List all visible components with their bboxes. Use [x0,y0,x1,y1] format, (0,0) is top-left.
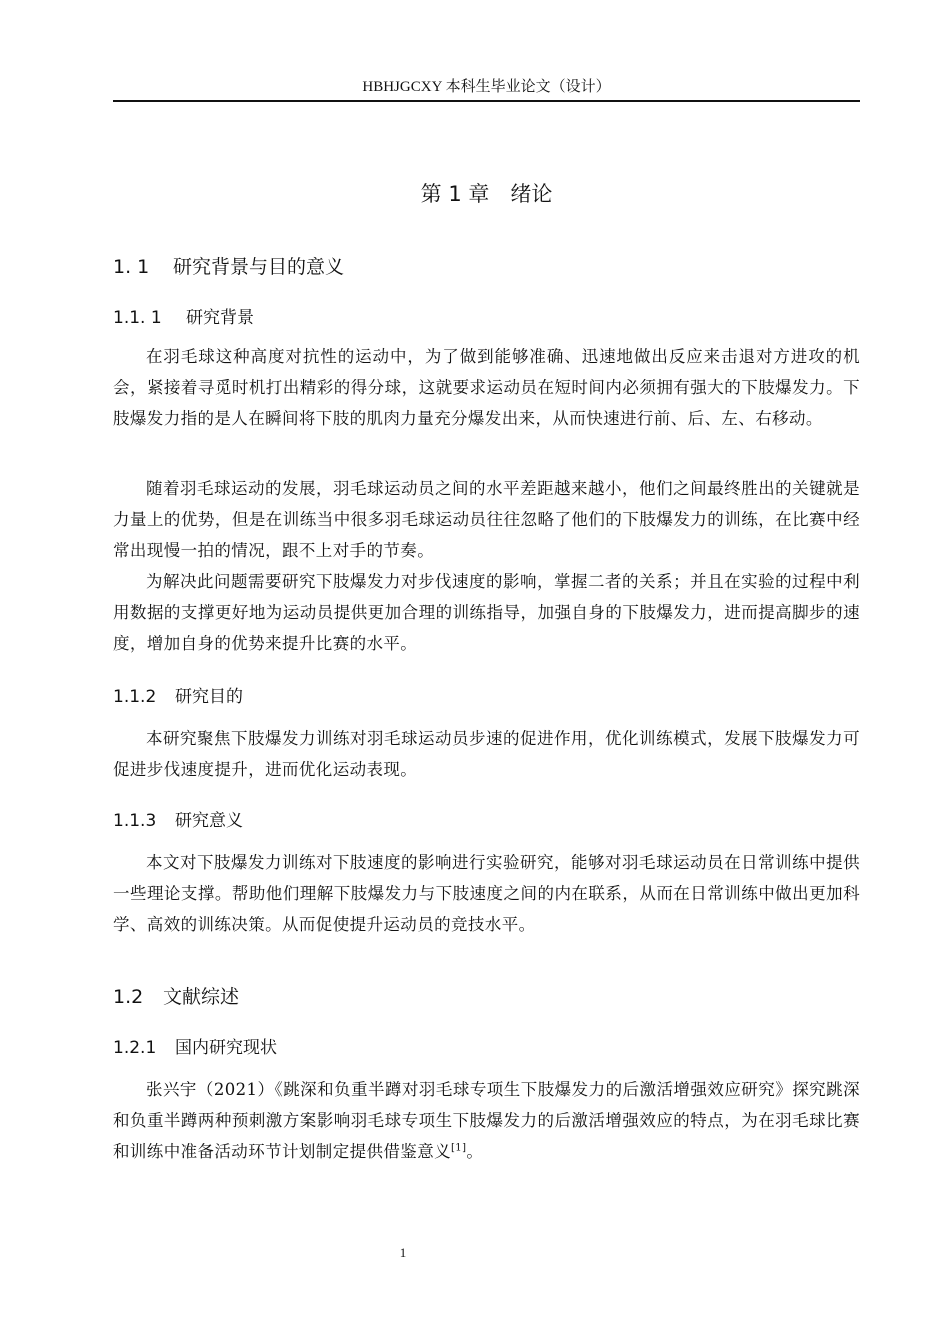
section-heading-1-1 [113,253,860,281]
running-header: HBHJGCXY 本科生毕业论文（设计） [362,79,611,95]
subsection-number: 1.1. 1 [113,308,162,328]
subsection-number: 1.1.2 [113,687,157,707]
subsection-title: 研究意义 [175,811,243,831]
subsection-heading-1-1-3 [113,808,860,834]
subsection-number: 1.1.3 [113,811,157,831]
section-title: 文献综述 [163,986,240,1008]
section-number: 1.2 [113,986,144,1008]
body-paragraph: 本文对下肢爆发力训练对下肢速度的影响进行实验研究，能够对羽毛球运动员在日常训练中提供一些理论支撑。帮助他们理解下肢爆发力与下肢速度之间的内在联系，从而在日常训练中做出更加科学、高效的训练决策。从而促使提升运动员的竞技水平。 [113,853,860,934]
section-heading-1-2 [113,983,860,1011]
citation-ref[interactable]: [1] [451,1142,467,1154]
body-paragraph: 在羽毛球这种高度对抗性的运动中，为了做到能够准确、迅速地做出反应来击退对方进攻的机会，紧接着寻觅时机打出精彩的得分球，这就要求运动员在短时间内必须拥有强大的下肢爆发力。下肢爆发力指的是人在瞬间将下肢的肌肉力量充分爆发出来，从而快速进行前、后、左、右移动。 [113,347,860,428]
subsection-heading-1-2-1 [113,1035,860,1061]
body-paragraph: 随着羽毛球运动的发展，羽毛球运动员之间的水平差距越来越小，他们之间最终胜出的关键就是力量上的优势，但是在训练当中很多羽毛球运动员往往忽略了他们的下肢爆发力的训练，在比赛中经常出现慢一拍的情况，跟不上对手的节奏。 [113,479,860,560]
body-paragraph: 为解决此问题需要研究下肢爆发力对步伐速度的影响，掌握二者的关系；并且在实验的过程中利用数据的支撑更好地为运动员提供更加合理的训练指导，加强自身的下肢爆发力，进而提高脚步的速度，增加自身的优势来提升比赛的水平。 [113,572,860,653]
subsection-title: 国内研究现状 [175,1038,277,1058]
subsection-title: 研究背景 [186,308,254,328]
body-paragraph [113,1074,860,1167]
subsection-title: 研究目的 [175,687,243,707]
chapter-title: 第 1 章 绪论 [420,182,553,206]
section-title: 研究背景与目的意义 [173,256,345,278]
subsection-heading-1-1-2 [113,684,860,710]
paragraph-ending: 。 [466,1142,484,1161]
header-rule [113,100,860,102]
paragraph-text: 张兴宇（2021）《跳深和负重半蹲对羽毛球专项生下肢爆发力的后激活增强效应研究》探究跳深和负重半蹲两种预刺激方案影响羽毛球专项生下肢爆发力的后激活增强效应的特点，为在羽毛球比赛和训练中准备活动环节计划制定提供借鉴意义 [113,1080,860,1161]
page-number: 1 [399,1245,407,1260]
section-number: 1. 1 [113,256,150,278]
body-paragraph: 本研究聚焦下肢爆发力训练对羽毛球运动员步速的促进作用，优化训练模式，发展下肢爆发力可促进步伐速度提升，进而优化运动表现。 [113,729,860,779]
subsection-number: 1.2.1 [113,1038,157,1058]
subsection-heading-1-1-1 [113,305,860,331]
